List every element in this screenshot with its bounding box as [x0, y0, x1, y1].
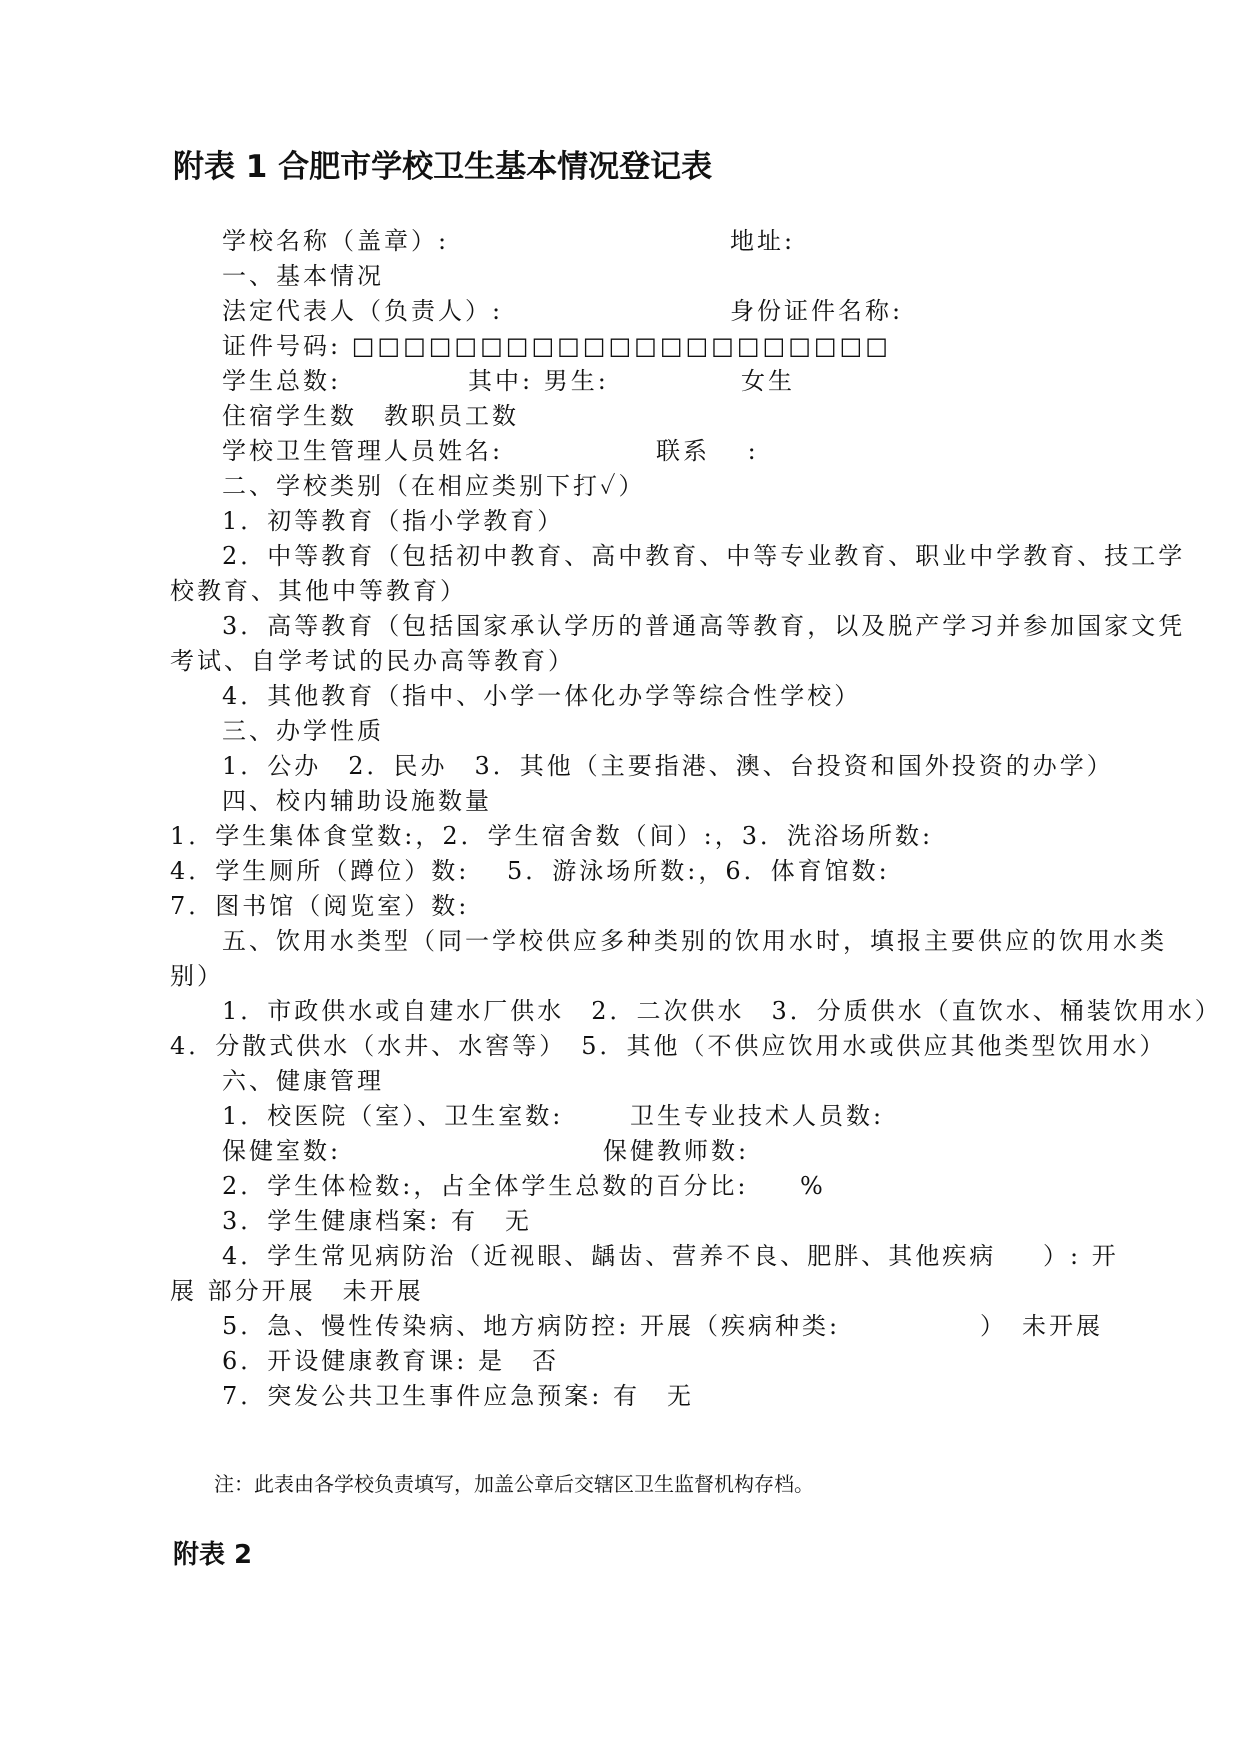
section-school-category: 二、学校类别（在相应类别下打✓）	[222, 472, 646, 500]
footnote: 注：此表由各学校负责填写，加盖公章后交辖区卫生监督机构存档。	[214, 1472, 814, 1496]
school-nature-options: 1．公办 2．民办 3．其他（主要指港、澳、台投资和国外投资的办学）	[222, 752, 1114, 780]
section-school-nature: 三、办学性质	[222, 717, 384, 745]
disease-prevention-line1: 4．学生常见病防治（近视眼、龋齿、营养不良、肥胖、其他疾病	[222, 1242, 997, 1270]
legal-rep-label: 法定代表人（负责人）:	[222, 297, 504, 325]
category-primary: 1．初等教育（指小学教育）	[222, 507, 565, 535]
facilities-line3: 7．图书馆（阅览室）数:	[170, 892, 470, 920]
clinic-count-label: 1．校医院（室）、卫生室数:	[222, 1102, 564, 1130]
percent-sign: %	[800, 1172, 826, 1200]
facilities-line1: 1．学生集体食堂数:，2．学生宿舍数（间）:，3．洗浴场所数:	[170, 822, 934, 850]
water-options-line1: 1．市政供水或自建水厂供水 2．二次供水 3．分质供水（直饮水、桶装饮用水）	[222, 997, 1222, 1025]
student-total-label: 学生总数:	[222, 367, 342, 395]
category-other: 4．其他教育（指中、小学一体化办学等综合性学校）	[222, 682, 862, 710]
infectious-disease-end: ） 未开展	[980, 1312, 1103, 1340]
boarding-staff-label: 住宿学生数 教职员工数	[222, 402, 519, 430]
female-student-label: 女生	[741, 367, 795, 395]
section-water-line2: 别）	[170, 962, 224, 990]
health-staff-label: 卫生专业技术人员数:	[630, 1102, 885, 1130]
category-higher-line1: 3．高等教育（包括国家承认学历的普通高等教育，以及脱产学习并参加国家文凭	[222, 612, 1186, 640]
category-secondary-line2: 校教育、其他中等教育）	[170, 577, 467, 605]
health-records-label: 3．学生健康档案: 有 无	[222, 1207, 532, 1235]
category-secondary-line1: 2．中等教育（包括初中教育、高中教育、中等专业教育、职业中学教育、技工学	[222, 542, 1186, 570]
emergency-plan-label: 7．突发公共卫生事件应急预案: 有 无	[222, 1382, 694, 1410]
health-education-label: 6．开设健康教育课: 是 否	[222, 1347, 559, 1375]
id-doc-name-label: 身份证件名称:	[730, 297, 904, 325]
male-student-label: 其中: 男生:	[468, 367, 609, 395]
appendix-2-title: 附表 2	[173, 1540, 253, 1570]
health-manager-label: 学校卫生管理人员姓名:	[222, 437, 504, 465]
disease-prevention-line1-end: ）: 开	[1043, 1242, 1119, 1270]
school-name-label: 学校名称（盖章）:	[222, 227, 450, 255]
disease-prevention-line2: 展 部分开展 未开展	[170, 1277, 424, 1305]
page-title: 附表 1 合肥市学校卫生基本情况登记表	[173, 149, 713, 185]
section-basic-info: 一、基本情况	[222, 262, 384, 290]
contact-label: 联系 :	[656, 437, 759, 465]
section-health-management: 六、健康管理	[222, 1067, 384, 1095]
section-facilities: 四、校内辅助设施数量	[222, 787, 492, 815]
id-number-label: 证件号码: □□□□□□□□□□□□□□□□□□□□□	[222, 332, 891, 360]
category-higher-line2: 考试、自学考试的民办高等教育）	[170, 647, 575, 675]
section-water-line1: 五、饮用水类型（同一学校供应多种类别的饮用水时，填报主要供应的饮用水类	[222, 927, 1167, 955]
address-label: 地址:	[730, 227, 796, 255]
physical-exam-label: 2．学生体检数:，占全体学生总数的百分比:	[222, 1172, 749, 1200]
facilities-line2: 4．学生厕所（蹲位）数: 5．游泳场所数:，6．体育馆数:	[170, 857, 890, 885]
care-teacher-label: 保健教师数:	[603, 1137, 750, 1165]
care-room-label: 保健室数:	[222, 1137, 342, 1165]
water-options-line2: 4．分散式供水（水井、水窖等） 5．其他（不供应饮用水或供应其他类型饮用水）	[170, 1032, 1167, 1060]
infectious-disease-label: 5．急、慢性传染病、地方病防控: 开展（疾病种类:	[222, 1312, 841, 1340]
